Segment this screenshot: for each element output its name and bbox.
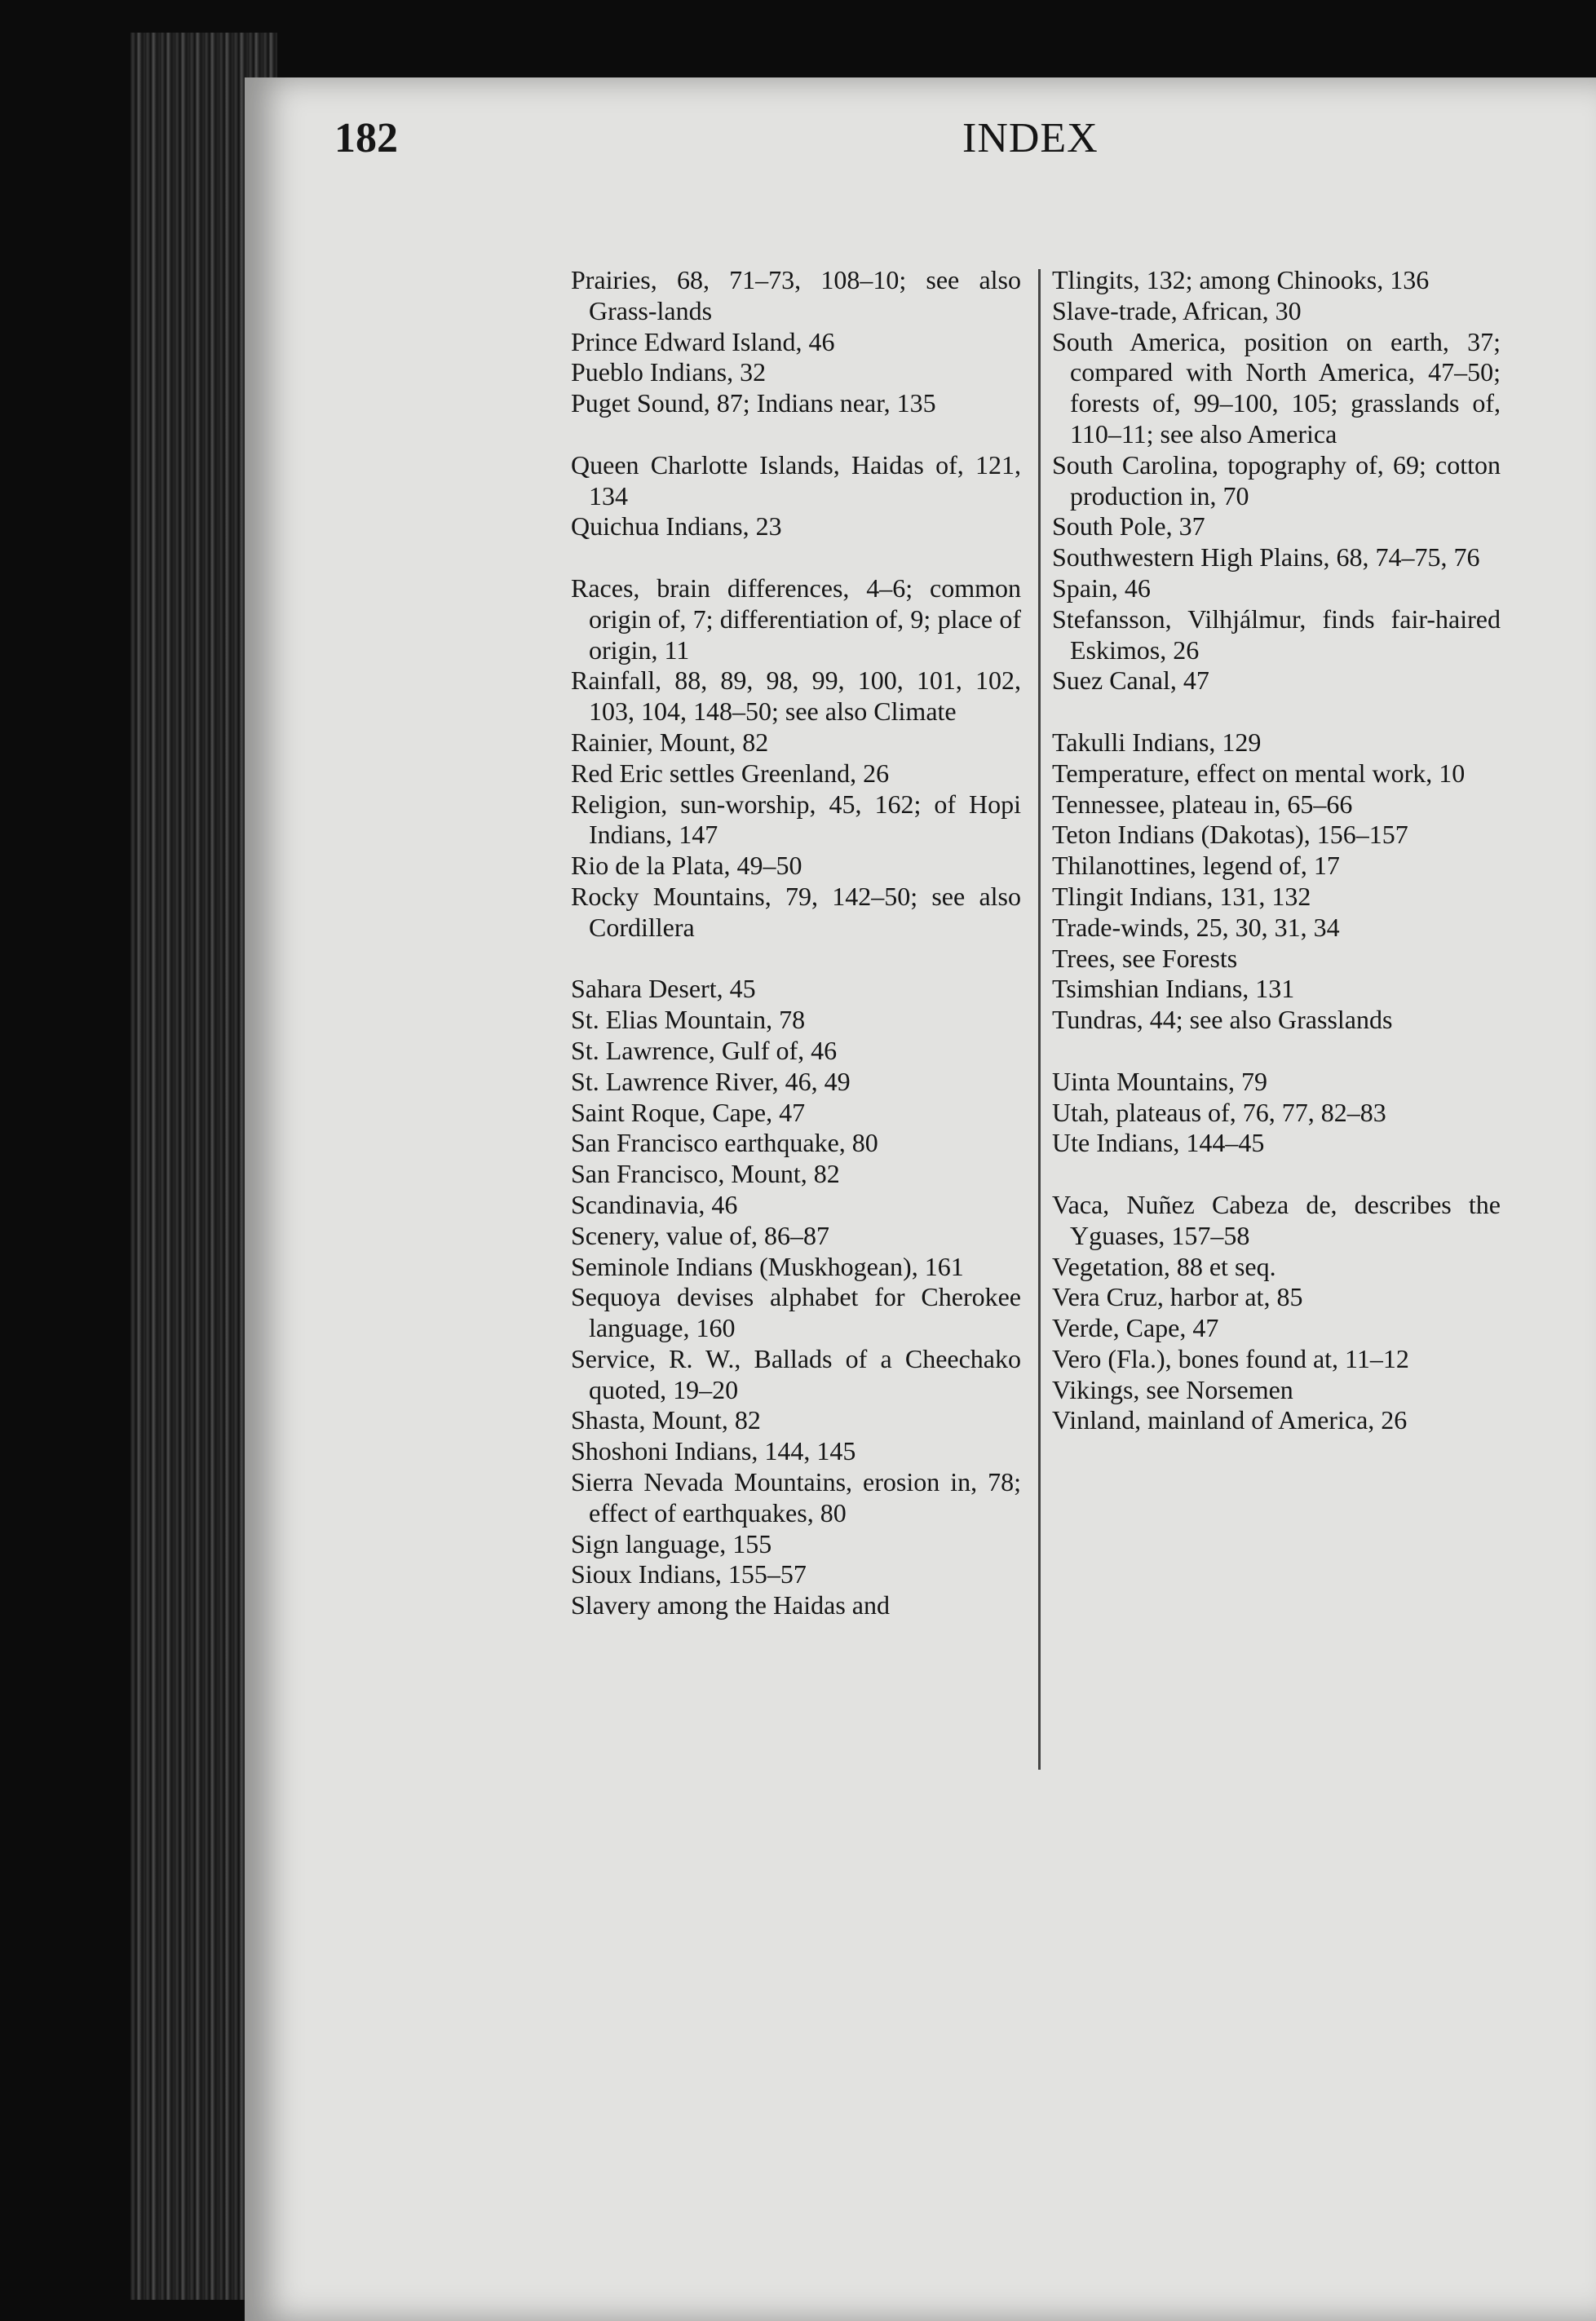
index-column-right (1052, 265, 1501, 1436)
index-entry: Tlingit Indians, 131, 132 (1052, 881, 1311, 911)
index-entry: Puget Sound, 87; Indians near, 135 (571, 388, 936, 418)
index-entry: Scenery, value of, 86–87 (571, 1220, 829, 1250)
index-entry: Takulli Indians, 129 (1052, 727, 1262, 757)
index-entry: San Francisco, Mount, 82 (571, 1159, 840, 1189)
index-entry: Trees, see Forests (1052, 943, 1238, 973)
index-entry: Teton Indians (Dakotas), 156–157 (1052, 820, 1408, 850)
letter-group-gap (1052, 696, 1501, 727)
index-entry: Sahara Desert, 45 (571, 974, 756, 1004)
index-entry: Suez Canal, 47 (1052, 665, 1209, 696)
index-entry: Rainier, Mount, 82 (571, 727, 769, 757)
index-entry: Red Eric settles Greenland, 26 (571, 758, 890, 788)
index-entry: Seminole Indians (Muskhogean), 161 (571, 1251, 964, 1281)
index-entry: Rainfall, 88, 89, 98, 99, 100, 101, 102, 103, 104, 148–50; see also Climate (571, 665, 1021, 727)
index-entry: Religion, sun-worship, 45, 162; of Hopi Indians, 147 (571, 789, 1021, 850)
index-entry: Queen Charlotte Islands, Haidas of, 121, 134 (571, 449, 1021, 511)
index-entry: St. Lawrence River, 46, 49 (571, 1066, 851, 1096)
index-entry: Thilanottines, legend of, 17 (1052, 851, 1340, 881)
index-entry: Sequoya devises alphabet for Cherokee language, 160 (571, 1282, 1021, 1343)
index-entry: Stefansson, Vilhjálmur, finds fair-haired Eskimos, 26 (1052, 603, 1501, 665)
index-entry: Shasta, Mount, 82 (571, 1405, 761, 1435)
index-entry: South Carolina, topography of, 69; cotton production in, 70 (1052, 449, 1501, 511)
index-entry: Southwestern High Plains, 68, 74–75, 76 (1052, 542, 1480, 573)
index-entry: Slave-trade, African, 30 (1052, 295, 1302, 325)
index-entry: Tennessee, plateau in, 65–66 (1052, 789, 1353, 819)
index-entry: Vera Cruz, harbor at, 85 (1052, 1282, 1303, 1312)
letter-group-gap (571, 944, 1021, 975)
index-entry: Pueblo Indians, 32 (571, 357, 767, 387)
index-entry: Service, R. W., Ballads of a Cheechako quoted, 19–20 (571, 1343, 1021, 1404)
index-entry: Spain, 46 (1052, 573, 1151, 603)
index-entry: South Pole, 37 (1052, 511, 1205, 542)
index-entry: Races, brain differences, 4–6; common origin of, 7; differentiation of, 9; place of origin, 11 (571, 573, 1021, 665)
letter-group-gap (1052, 1036, 1501, 1067)
page-title: INDEX (962, 115, 1099, 161)
index-entry: Rio de la Plata, 49–50 (571, 851, 802, 881)
index-entry: St. Elias Mountain, 78 (571, 1005, 806, 1035)
letter-group-gap (571, 419, 1021, 450)
page-number: 182 (334, 115, 398, 161)
index-entry: Sign language, 155 (571, 1528, 772, 1558)
index-entry: Verde, Cape, 47 (1052, 1313, 1219, 1343)
index-entry: Rocky Mountains, 79, 142–50; see also Cordillera (571, 881, 1021, 942)
letter-group-gap (1052, 1159, 1501, 1190)
index-entry: Prairies, 68, 71–73, 108–10; see also Grass-lands (571, 265, 1021, 325)
index-entry: San Francisco earthquake, 80 (571, 1128, 878, 1158)
index-entry: Saint Roque, Cape, 47 (571, 1097, 806, 1127)
index-entry: Vegetation, 88 et seq. (1052, 1251, 1276, 1281)
index-column-left (571, 265, 1021, 1621)
index-entry: Tlingits, 132; among Chinooks, 136 (1052, 265, 1430, 294)
index-entry: Vaca, Nuñez Cabeza de, describes the Yguases, 157–58 (1052, 1189, 1501, 1250)
index-entry: Uinta Mountains, 79 (1052, 1066, 1267, 1096)
index-entry: Vinland, mainland of America, 26 (1052, 1405, 1408, 1435)
index-entry: Prince Edward Island, 46 (571, 326, 835, 356)
column-divider (1038, 269, 1041, 1770)
letter-group-gap (571, 542, 1021, 573)
index-entry: Sioux Indians, 155–57 (571, 1559, 807, 1589)
index-entry: St. Lawrence, Gulf of, 46 (571, 1035, 838, 1065)
index-entry: Vikings, see Norsemen (1052, 1374, 1293, 1404)
index-entry: Vero (Fla.), bones found at, 11–12 (1052, 1343, 1409, 1373)
index-entry: South America, position on earth, 37; compared with North America, 47–50; forests of, 99–100, 105; grasslands of, 110–11; see also America (1052, 326, 1501, 449)
index-entry: Sierra Nevada Mountains, erosion in, 78; effect of earthquakes, 80 (571, 1467, 1021, 1527)
index-entry: Ute Indians, 144–45 (1052, 1128, 1265, 1158)
index-entry: Utah, plateaus of, 76, 77, 82–83 (1052, 1097, 1386, 1127)
index-entry: Temperature, effect on mental work, 10 (1052, 758, 1466, 788)
index-entry: Slavery among the Haidas and (571, 1590, 890, 1620)
index-entry: Trade-winds, 25, 30, 31, 34 (1052, 912, 1340, 942)
index-entry: Tsimshian Indians, 131 (1052, 974, 1295, 1004)
index-entry: Shoshoni Indians, 144, 145 (571, 1436, 856, 1466)
index-entry: Tundras, 44; see also Grasslands (1052, 1005, 1393, 1035)
index-entry: Quichua Indians, 23 (571, 511, 782, 542)
index-entry: Scandinavia, 46 (571, 1189, 738, 1219)
